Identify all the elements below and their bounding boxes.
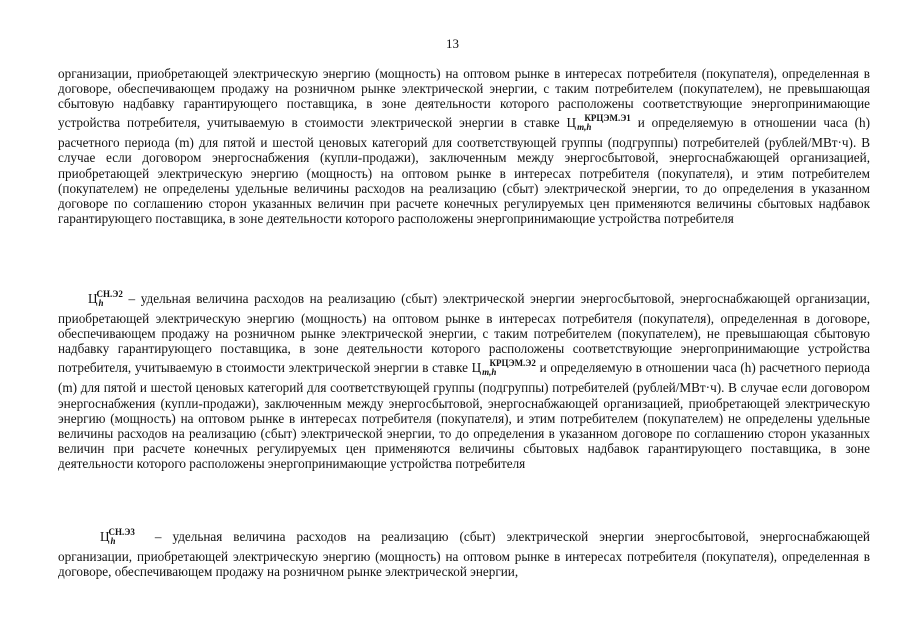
page-number: 13 [446,36,459,51]
paragraph-1-text-a: организации, приобретающей электрическую энергию (мощность) на оптовом рынке в интересах потребителя (покупателя), определенная в договоре, обеспечивающем продажу на розничном рынке электрической энергии, с таким потребителем (покупателем), не превышающая сбытовую надбавку гарантирующего поставщика, в зоне деятельности которого расположены соответствующие энергопринимающие устройства потребителя, учитываемую в стоимости электрической энергии в ставке [58,66,870,131]
paragraph-2-text-a: – удельная величина расходов на реализацию (сбыт) электрической энергии энергосбытовой, энергоснабжающей организации, приобретающей электрическую энергию (мощность) на оптовом рынке в интересах потребителя (покупателя), определенная в договоре, обеспечивающем продажу на розничном рынке электрической энергии, с таким потребителем (покупателем), не превышающая сбытовую надбавку гарантирующего поставщика, в зоне деятельности которого расположены соответствующие энергопринимающие устройства потребителя, учитываемую в стоимости электрической энергии в ставке [58,291,871,376]
formula-subscript: m,h [482,367,497,378]
paragraph-3 [58,525,870,579]
formula-tariff-krcem-e2 [472,356,536,380]
paragraph-2-text-b: и определяемую в отношении часа (h) расчетного периода (m) для пятой и шестой ценовых категорий для соответствующей группы (подгруппы) потребителей (рублей/МВт·ч). В случае если договором энергоснабжения (купли-продажи), заключенным между энергосбытовой, энергоснабжающей организацией, приобретающей электрическую энергию (мощность) на оптовом рынке в интересах потребителя (покупателя), и этим потребителем (покупателем) не определены удельные величины расходов на реализацию (сбыт) электрической энергии, то до определения в указанном договоре по соглашению сторон указанных величин при расчете конечных регулируемых цен применяются величины сбытовых надбавок гарантирующего поставщика, в зоне деятельности которого расположены энергопринимающие устройства потребителя [58,360,870,471]
formula-base: Ц [88,291,98,306]
definition-block-sn-e2 [58,287,870,471]
paragraph-2 [58,287,870,471]
paragraph-1-text-b: и определяемую в отношении часа (h) расчетного периода (m) для пятой и шестой ценовых категорий для соответствующей группы (подгруппы) потребителей (рублей/МВт·ч). В случае если договором энергоснабжения (купли-продажи), заключенным между энергосбытовой, энергоснабжающей организацией, приобретающей электрическую энергию (мощность) на оптовом рынке в интересах потребителя (покупателя), и этим потребителем (покупателем) не определены удельные величины расходов на реализацию (сбыт) электрической энергии, то до определения в указанном договоре по соглашению сторон указанных величин при расчете конечных регулируемых цен применяются величины сбытовых надбавок гарантирующего поставщика, в зоне деятельности которого расположены энергопринимающие устройства потребителя [58,115,871,226]
formula-base: Ц [566,115,577,131]
formula-subscript: h [110,536,116,546]
formula-term-sn-e3 [100,525,135,549]
definition-block-sn-e3 [58,525,870,579]
formula-tariff-krcem-e1 [567,111,631,135]
formula-subscript: h [98,298,104,308]
formula-subscript: m,h [577,122,592,133]
formula-superscript: СН.Э3 [108,527,135,537]
formula-superscript: СН.Э2 [96,289,123,299]
formula-superscript: КРЦЭМ.Э2 [489,358,536,369]
paragraph-3-text-a: – удельная величина расходов на реализацию (сбыт) электрической энергии энергосбытовой, энергоснабжающей организации, приобретающей электрическую энергию (мощность) на оптовом рынке в интересах потребителя (покупателя), определенная в договоре, обеспечивающем продажу на розничном рынке электрической энергии, [58,529,870,580]
formula-superscript: КРЦЭМ.Э1 [584,113,631,124]
paragraph-1 [58,66,870,226]
formula-term-sn-e2 [88,287,123,311]
formula-base: Ц [100,529,110,544]
paragraph-continuation [58,66,870,226]
formula-base: Ц [471,360,482,376]
